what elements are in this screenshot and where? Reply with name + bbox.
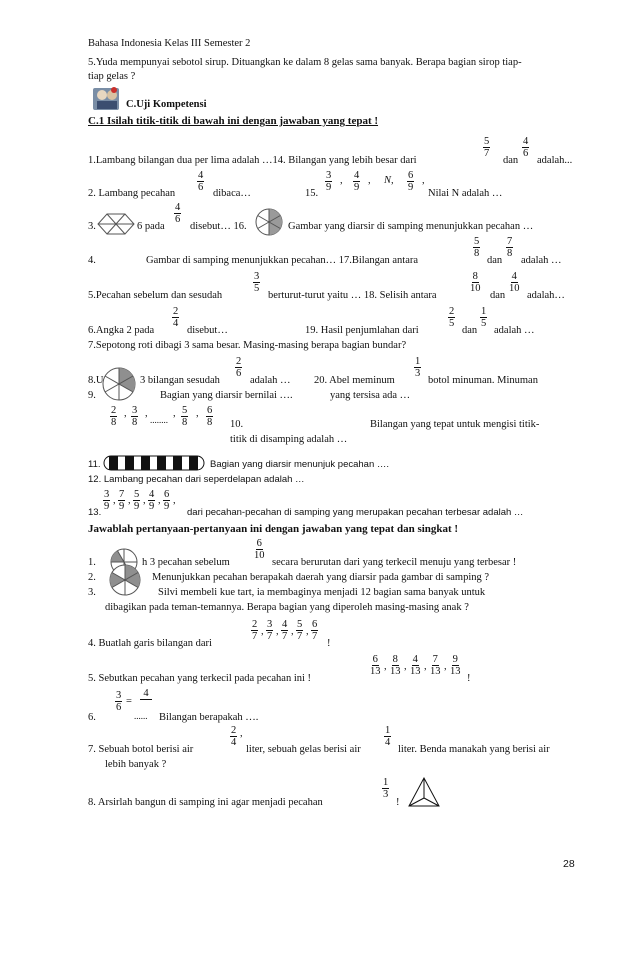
p1-line5-and: dan	[490, 290, 506, 301]
comma: ,	[291, 626, 294, 637]
p1-line6-and: dan	[462, 325, 478, 336]
fraction-4-9-b: 4 9	[149, 489, 155, 512]
comma: ,	[173, 408, 176, 419]
p1-line3-num: 3.	[88, 221, 96, 232]
comma: ,	[368, 175, 371, 186]
part2-title: Jawablah pertanyaan-pertanyaan ini dengan jawaban yang tepat dan singkat !	[88, 523, 459, 535]
p1-line2-read: dibaca…	[213, 188, 251, 199]
p1-line6-end: adalah …	[494, 325, 535, 336]
p1-line6-called: disebut…	[187, 325, 228, 336]
p1-line4-num: 4.	[88, 255, 96, 266]
section-logo-icon	[91, 84, 123, 112]
p1-line1-text: 1.Lambang bilangan dua per lima adalah …14. Bilangan yang lebih besar dari	[88, 155, 417, 166]
shaded-circle-icon	[254, 207, 284, 237]
p1-line5-q18: berturut-turut yaitu … 18. Selisih antara	[268, 290, 437, 301]
p1-line8-num: 8.U	[88, 375, 104, 386]
p1-line13-text: dari pecahan-pecahan di samping yang merupakan pecahan terbesar adalah …	[187, 507, 524, 518]
p1-line3-text: 6 pada	[137, 221, 165, 232]
fraction-4-6-b: 4 6	[198, 170, 204, 193]
fraction-4-7: 4 7	[282, 619, 288, 642]
p1-line11-text: Bagian yang diarsir menunjuk pecahan ….	[210, 459, 390, 470]
p2-q1-num: 1.	[88, 557, 96, 568]
fraction-1-3-b: 1 3	[383, 777, 389, 800]
fraction-1-4: 1 4	[385, 725, 391, 748]
fraction-5-8-b: 5 8	[182, 405, 188, 428]
fraction-6-10: 6 10	[254, 538, 265, 561]
section-c-title: C.Uji Kompetensi	[126, 99, 207, 110]
p1-line6-text: 6.Angka 2 pada	[88, 325, 155, 336]
fraction-9-13: 9 13	[450, 654, 461, 677]
fraction-1-3: 1 3	[415, 356, 421, 379]
comma: ,	[124, 408, 127, 419]
p2-q6-num: 6.	[88, 712, 96, 723]
blank-dots: ......	[134, 711, 148, 721]
comma: ,	[196, 408, 199, 419]
fraction-6-9: 6 9	[408, 170, 414, 193]
p1-line3-rest: Gambar yang diarsir di samping menunjukkan pecahan …	[288, 221, 534, 232]
p1-line8-q20: 20. Abel meminum	[314, 375, 395, 386]
page-number: 28	[563, 858, 575, 870]
p1-line4-text: Gambar di samping menunjukkan pecahan… 17.Bilangan antara	[146, 255, 419, 266]
comma: ,	[422, 175, 425, 186]
fraction-5-9: 5 9	[134, 489, 140, 512]
shaded-circle-icon	[106, 562, 144, 598]
fraction-5-8: 5 8	[474, 236, 480, 259]
fraction-3-6: 3 6	[116, 690, 122, 713]
comma: ,	[113, 495, 116, 506]
p1-line2-value: Nilai N adalah …	[428, 188, 503, 199]
fraction-2-4: 2 4	[173, 306, 179, 329]
comma: ,	[276, 626, 279, 637]
p2-q7-text3: liter. Benda manakah yang berisi air	[398, 744, 550, 755]
fraction-2-6: 2 6	[236, 356, 242, 379]
p2-q7-text: 7. Sebuah botol berisi air	[88, 744, 194, 755]
p1-line4-end: adalah …	[521, 255, 562, 266]
p1-line1-end: adalah...	[537, 155, 573, 166]
comma: ,	[340, 175, 343, 186]
triangle-icon[interactable]	[407, 776, 441, 808]
p1-line3-q16: disebut… 16.	[190, 221, 247, 232]
p2-q1-rest: secara berurutan dari yang terkecil menuju yang terbesar !	[272, 557, 517, 568]
fraction-4-6: 4 6	[523, 136, 529, 159]
p2-q1-text: h 3 pecahan sebelum	[142, 557, 230, 568]
p1-line2-q15: 15.	[305, 188, 319, 199]
variable-n: N,	[384, 175, 394, 186]
p1-line5-text: 5.Pecahan sebelum dan sesudah	[88, 290, 223, 301]
fraction-4-13: 4 13	[410, 654, 421, 677]
q5-intro-line2: tiap gelas ?	[88, 71, 136, 82]
fraction-5-7-b: 5 7	[297, 619, 303, 642]
p2-q6-text: Bilangan berapakah ….	[159, 712, 259, 723]
comma: ,	[404, 661, 407, 672]
comma: ,	[424, 661, 427, 672]
p1-line8-end: botol minuman. Minuman	[428, 375, 538, 386]
p1-line10-q10: 10.	[230, 419, 244, 430]
blank-dots: ........	[150, 415, 168, 425]
p1-line4-and: dan	[487, 255, 503, 266]
comma: ,	[145, 408, 148, 419]
fraction-8-10: 8 10	[470, 271, 481, 294]
p2-q4-text: 4. Buatlah garis bilangan dari	[88, 638, 212, 649]
p2-q2-text: Menunjukkan pecahan berapakah daerah yang diarsir pada gambar di samping ?	[152, 572, 490, 583]
fraction-2-5: 2 5	[449, 306, 455, 329]
fraction-3-9: 3 9	[326, 170, 332, 193]
p1-line9-num: 9.	[88, 390, 96, 401]
p2-q7-text4: lebih banyak ?	[105, 759, 167, 770]
comma: ,	[261, 626, 264, 637]
fraction-2-4-b: 2 4	[231, 725, 237, 748]
equals-sign: =	[126, 696, 132, 707]
p1-line2-text: 2. Lambang pecahan	[88, 188, 176, 199]
fraction-3-5: 3 5	[254, 271, 260, 294]
fraction-7-9: 7 9	[119, 489, 125, 512]
fraction-5-7: 5 7	[484, 136, 490, 159]
comma: ,	[444, 661, 447, 672]
p2-q4-end: !	[327, 638, 331, 649]
p1-line1-and: dan	[503, 155, 519, 166]
p2-q2-num: 2.	[88, 572, 96, 583]
fraction-6-9-b: 6 9	[164, 489, 170, 512]
p1-line10-text2: titik di disamping adalah …	[230, 434, 348, 445]
fraction-7-13: 7 13	[430, 654, 441, 677]
p2-q5-end: !	[467, 673, 471, 684]
p1-line13-num: 13.	[88, 507, 102, 518]
fraction-4-6-c: 4 6	[175, 202, 181, 225]
page-header: Bahasa Indonesia Kelas III Semester 2	[88, 38, 251, 49]
p2-q5-text: 5. Sebutkan pecahan yang terkecil pada pecahan ini !	[88, 673, 312, 684]
fraction-8-13: 8 13	[390, 654, 401, 677]
comma: ,	[143, 495, 146, 506]
comma: ,	[384, 661, 387, 672]
fraction-4-blank: 4	[139, 688, 153, 700]
fraction-4-9: 4 9	[354, 170, 360, 193]
p1-line9-text: Bagian yang diarsir bernilai ….	[160, 390, 293, 401]
p1-line8-is: adalah …	[250, 375, 291, 386]
fraction-4-10: 4 10	[509, 271, 520, 294]
fraction-6-13: 6 13	[370, 654, 381, 677]
comma: ,	[173, 495, 176, 506]
shaded-circle-icon	[101, 365, 137, 403]
comma: ,	[240, 728, 243, 739]
comma: ,	[306, 626, 309, 637]
p2-q3-text: Silvi membeli kue tart, ia membaginya menjadi 12 bagian sama banyak untuk	[158, 587, 486, 598]
fraction-1-5: 1 5	[481, 306, 487, 329]
fraction-3-8: 3 8	[132, 405, 138, 428]
fraction-3-7: 3 7	[267, 619, 273, 642]
p1-line11-num: 11.	[88, 459, 101, 470]
p2-q3-num: 3.	[88, 587, 96, 598]
p1-line9-rest: yang tersisa ada …	[330, 390, 411, 401]
p2-q8-end: !	[396, 797, 400, 808]
p1-line5-end: adalah…	[527, 290, 565, 301]
p1-line8-text: 3 bilangan sesudah	[140, 375, 220, 386]
p2-q7-text2: liter, sebuah gelas berisi air	[246, 744, 361, 755]
fraction-7-8: 7 8	[507, 236, 513, 259]
fraction-2-7: 2 7	[252, 619, 258, 642]
comma: ,	[128, 495, 131, 506]
q5-intro-line1: 5.Yuda mempunyai sebotol sirup. Dituangkan ke dalam 8 gelas sama banyak. Berapa bagian sirop tiap-	[88, 57, 522, 68]
p2-q8-text: 8. Arsirlah bangun di samping ini agar menjadi pecahan	[88, 797, 323, 808]
p2-q3-text2: dibagikan pada teman-temannya. Berapa bagian yang diperoleh masing-masing anak ?	[105, 602, 469, 613]
fraction-6-7: 6 7	[312, 619, 318, 642]
p1-line6-q19: 19. Hasil penjumlahan dari	[305, 325, 419, 336]
p1-line7-text: 7.Sepotong roti dibagi 3 sama besar. Masing-masing berapa bagian bundar?	[88, 340, 407, 351]
section-c1-subtitle: C.1 Isilah titik-titik di bawah ini dengan jawaban yang tepat !	[88, 115, 379, 127]
hexagon-icon	[97, 212, 135, 236]
fraction-3-9-b: 3 9	[104, 489, 110, 512]
p1-line10-text: Bilangan yang tepat untuk mengisi titik-	[370, 419, 540, 430]
p1-line12-text: 12. Lambang pecahan dari seperdelapan adalah …	[88, 474, 305, 485]
fraction-6-8: 6 8	[207, 405, 213, 428]
comma: ,	[158, 495, 161, 506]
striped-bar-icon	[103, 455, 206, 471]
fraction-2-8: 2 8	[111, 405, 117, 428]
